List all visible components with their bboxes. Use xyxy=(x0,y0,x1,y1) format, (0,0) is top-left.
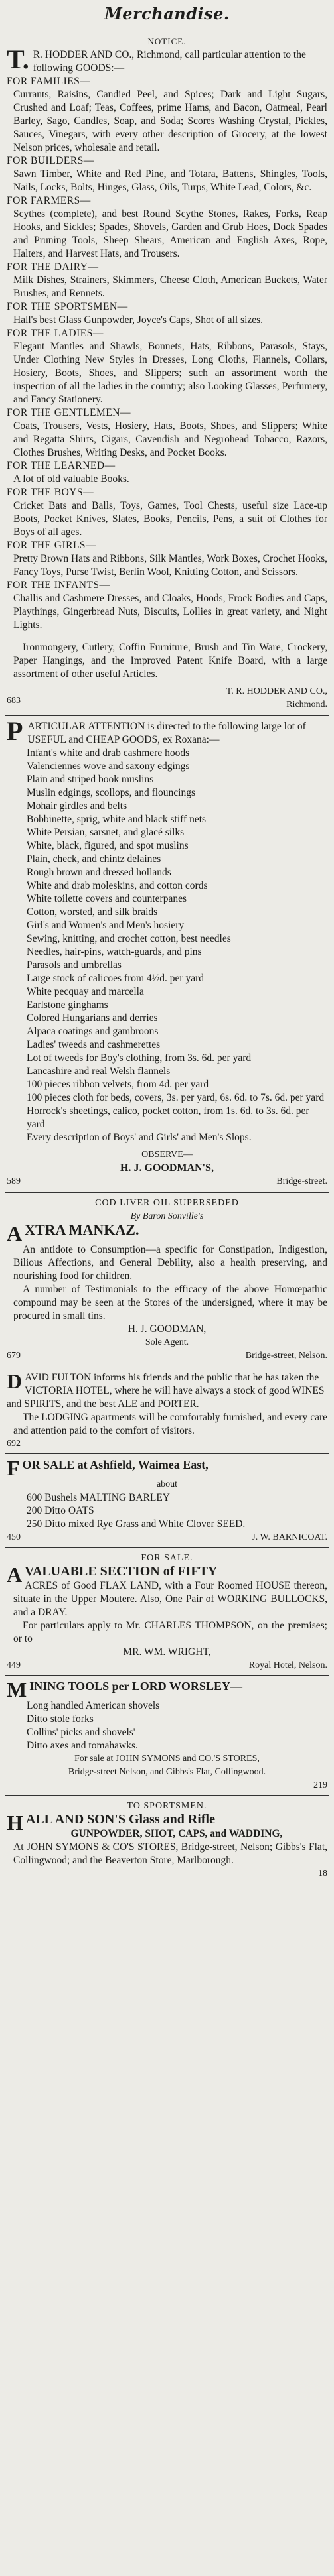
section-text: A lot of old valuable Books. xyxy=(13,473,129,485)
drop-initial: P xyxy=(7,716,24,746)
headline: COD LIVER OIL SUPERSEDED xyxy=(95,1198,239,1208)
section-text: Currants, Raisins, Candied Peel, and Spices; Dark and Light Sugars, Crushed and Loaf; Teas, Coffees, prime Hams, and Bacon, Oatmeal, Pearl Barley, Sago, Candles, Soap, and Soda; Scores Washing Crystal, Pickles, Sauces, Vinegars, with every other description of Grocery, at the lowest Nelson prices, wholesale and retail. xyxy=(13,89,327,153)
list-item: Long handled American shovels xyxy=(27,1700,160,1711)
observe-label: OBSERVE— xyxy=(141,1150,193,1160)
footer-row xyxy=(7,1531,327,1544)
rule xyxy=(5,1453,329,1454)
rule xyxy=(5,1192,329,1193)
section-heading: FOR THE INFANTS— xyxy=(7,580,110,591)
title-line xyxy=(7,1456,327,1480)
section-heading: FOR FAMILIES— xyxy=(7,76,91,87)
section-heading: FOR THE GIRLS— xyxy=(7,540,97,551)
lead-paragraph xyxy=(7,716,327,747)
body-text-2: A number of Testimonials to the efficacy of the above Homœpathic compound may be seen at the Stores of the undersigned, where it may be procured in small tins. xyxy=(13,1284,327,1321)
masthead: Merchandise. xyxy=(104,4,230,23)
list-item: 250 Ditto mixed Rye Grass and White Clover SEED. xyxy=(27,1518,246,1530)
signature-place: Richmond. xyxy=(286,700,327,709)
drop-initial: F xyxy=(7,1456,20,1480)
list-item: Every description of Boys' and Girls' and Men's Slops. xyxy=(27,1132,252,1143)
section-text: Sawn Timber, White and Red Pine, and Totara, Battens, Shingles, Tools, Nails, Locks, Bolts, Hinges, Glass, Oils, Turps, White Lead, Colors, &c. xyxy=(13,168,327,193)
drop-initial: M xyxy=(7,1678,27,1701)
list-item: Muslin edgings, scollops, and flouncings xyxy=(27,787,196,798)
byline: By Baron Sonville's xyxy=(130,1211,204,1221)
list-item: Mohair girdles and belts xyxy=(27,800,127,812)
title-line xyxy=(7,1678,327,1701)
advert-number: 219 xyxy=(313,1780,327,1790)
signer: MR. WM. WRIGHT, xyxy=(123,1646,211,1658)
title: INING TOOLS per LORD WORSLEY— xyxy=(29,1680,242,1693)
address: Bridge-street, Nelson. xyxy=(245,1351,327,1361)
signature-name: T. R. HODDER AND CO., xyxy=(226,686,327,696)
sale-line: For sale at JOHN SYMONS and CO.'S STORES, xyxy=(74,1754,260,1764)
list-item: 200 Ditto OATS xyxy=(27,1505,94,1516)
drop-initial: T. xyxy=(7,44,29,74)
notice-heading: NOTICE. xyxy=(147,36,187,46)
headline: FOR SALE. xyxy=(141,1553,193,1563)
footer-row xyxy=(7,1867,327,1880)
list-item: Bobbinette, sprig, white and black stiff nets xyxy=(27,814,207,825)
title: VALUABLE SECTION of FIFTY xyxy=(25,1564,218,1579)
lead-text: AVID FULTON informs his friends and the public that he has taken the VICTORIA HOTEL, where he will have always a stock of good WINES and SPIRITS, and the best ALE and PORTER. xyxy=(7,1372,325,1410)
list-item: Colored Hungarians and derries xyxy=(27,1012,158,1024)
section-text: Elegant Mantles and Shawls, Bonnets, Hats, Ribbons, Parasols, Stays, Under Clothing New Styles in Dresses, Long Cloths, Flannels, Collars, Hosiery, Boots, Shoes, and Slippers; such an assortment worth the inspection of all the ladies in the country; also Looking Glasses, Perfumery, and Fancy Stationery. xyxy=(13,341,327,405)
lead-paragraph xyxy=(7,1371,327,1411)
produce-list xyxy=(7,1491,327,1531)
list-item: Rough brown and dressed hollands xyxy=(27,867,171,878)
body-text: An antidote to Consumption—a specific for Constipation, Indigestion, Bilious Affections, and General Debility, also a health preserving, and nourishing food for children. xyxy=(13,1244,327,1282)
section-heading: FOR BUILDERS— xyxy=(7,155,94,166)
body-text-2: For particulars apply to Mr. CHARLES THOMPSON, on the premises; or to xyxy=(13,1620,327,1644)
list-item: Ladies' tweeds and cashmerettes xyxy=(27,1039,161,1050)
advert-number: 683 xyxy=(7,696,21,705)
address: Bridge-street Nelson, and Gibbs's Flat, Collingwood. xyxy=(68,1767,266,1777)
drop-initial: D xyxy=(7,1369,23,1393)
section-list xyxy=(7,75,327,632)
advert-valuable-section xyxy=(0,1552,334,1672)
section-heading: FOR THE GENTLEMEN— xyxy=(7,407,131,418)
footer-row xyxy=(7,1779,327,1792)
advert-ashfield xyxy=(0,1458,334,1544)
list-item: 100 pieces ribbon velvets, from 4d. per yard xyxy=(27,1079,209,1090)
section-heading: FOR THE DAIRY— xyxy=(7,261,99,273)
list-item: Needles, hair-pins, watch-guards, and pins xyxy=(27,946,202,957)
section-text: Coats, Trousers, Vests, Hosiery, Hats, Boots, Shoes, and Slippers; White and Regatta Shirts, Cigars, Cavendish and Negrohead Tobacco, Razors, Clothes Brushes, Writing Desks, and Pocket Books. xyxy=(13,420,327,458)
list-item: Horrock's sheetings, calico, pocket cotton, from 1s. 6d. to 3s. 6d. per yard xyxy=(27,1105,309,1130)
advert-number: 449 xyxy=(7,1660,21,1670)
advert-hodder xyxy=(0,35,334,711)
drop-initial: A xyxy=(7,1563,23,1587)
list-item: Alpaca coatings and gambroons xyxy=(27,1026,159,1037)
rule xyxy=(5,1795,329,1796)
rule xyxy=(5,715,329,716)
advert-mining-tools xyxy=(0,1680,334,1792)
advert-sportsmen xyxy=(0,1800,334,1880)
list-item: Ditto stole forks xyxy=(27,1713,94,1725)
advert-number: 450 xyxy=(7,1532,21,1542)
signer: J. W. BARNICOAT. xyxy=(252,1532,327,1542)
section-heading: FOR THE LADIES— xyxy=(7,328,104,339)
role: Sole Agent. xyxy=(145,1337,189,1347)
list-item: Large stock of calicoes from 4½d. per yard xyxy=(27,973,204,984)
section-text: Pretty Brown Hats and Ribbons, Silk Mantles, Work Boxes, Crochet Hooks, Fancy Toys, Purse Twist, Berlin Wool, Knitting Cotton, and Scissors. xyxy=(13,553,327,578)
section-heading: FOR THE SPORTSMEN— xyxy=(7,301,128,312)
about-label: about xyxy=(156,1479,178,1489)
rule xyxy=(5,1547,329,1548)
goods-list xyxy=(7,747,327,1144)
title-line xyxy=(7,1563,327,1587)
advert-particular-attention xyxy=(0,716,334,1188)
section-text: Challis and Cashmere Dresses, and Cloaks, Hoods, Frock Bodies and Caps, Playthings, Gingerbread Nuts, Biscuits, Lollies in great variety, and Night Lights. xyxy=(13,593,327,631)
list-item: White, black, figured, and spot muslins xyxy=(27,840,189,851)
section-text: Milk Dishes, Strainers, Skimmers, Cheese Cloth, American Buckets, Water Brushes, and Rennets. xyxy=(13,275,327,299)
lead-text: R. HODDER AND CO., Richmond, call particular attention to the following GOODS:— xyxy=(33,49,306,74)
address: Bridge-street. xyxy=(276,1176,327,1186)
list-item: Lancashire and real Welsh flannels xyxy=(27,1066,171,1077)
section-heading: FOR THE LEARNED— xyxy=(7,460,116,471)
footer-row xyxy=(7,1438,327,1451)
firm-name: H. J. GOODMAN, xyxy=(127,1323,207,1335)
list-item: Valenciennes wove and saxony edgings xyxy=(27,761,190,772)
title-line xyxy=(7,1221,327,1245)
section-text: Cricket Bats and Balls, Toys, Games, Tool Chests, useful size Lace-up Boots, Pocket Knives, Slates, Books, Pencils, Pens, a suit of Clothes for Boys of all ages. xyxy=(13,500,327,538)
list-item: 600 Bushels MALTING BARLEY xyxy=(27,1492,171,1503)
footer-row xyxy=(7,1175,327,1188)
list-item: Girl's and Women's and Men's hosiery xyxy=(27,920,185,931)
list-item: Earlstone ginghams xyxy=(27,999,108,1011)
list-item: Ditto axes and tomahawks. xyxy=(27,1740,138,1751)
list-item: Plain, check, and chintz delaines xyxy=(27,853,161,865)
body-text: At JOHN SYMONS & CO'S STORES, Bridge-street, Nelson; Gibbs's Flat, Collingwood; and the Beaverton Store, Marlborough. xyxy=(13,1841,327,1866)
product-title: XTRA MANKAZ. xyxy=(25,1221,139,1238)
list-item: White Persian, sarsnet, and glacé silks xyxy=(27,827,185,838)
section-text: Hall's best Glass Gunpowder, Joyce's Caps, Shot of all sizes. xyxy=(13,314,264,326)
list-item: White pecquay and marcella xyxy=(27,986,144,997)
title: ALL AND SON'S Glass and Rifle xyxy=(25,1812,215,1827)
list-item: 100 pieces cloth for beds, covers, 3s. per yard, 6s. 6d. to 7s. 6d. per yard xyxy=(27,1092,325,1103)
list-item: Cotton, worsted, and silk braids xyxy=(27,906,158,918)
advert-number: 679 xyxy=(7,1351,21,1361)
advert-david-fulton xyxy=(0,1371,334,1451)
list-item: Collins' picks and shovels' xyxy=(27,1727,135,1738)
signature xyxy=(226,685,327,711)
body-text: The LODGING apartments will be comfortably furnished, and every care and attention paid to the comfort of visitors. xyxy=(13,1412,327,1436)
lead-text: ARTICULAR ATTENTION is directed to the following large lot of USEFUL and CHEAP GOODS, ex Roxana:— xyxy=(27,721,306,745)
tool-list xyxy=(7,1699,327,1752)
drop-initial: H xyxy=(7,1811,23,1835)
body-text: ACRES of Good FLAX LAND, with a Four Roomed HOUSE thereon, situate in the Upper Moutere. Also, One Pair of WORKING BULLOCKS, and a DRAY. xyxy=(13,1580,327,1618)
signature-block xyxy=(7,685,327,711)
footer-row xyxy=(7,1349,327,1363)
footer-row xyxy=(7,1659,327,1672)
section-text: Scythes (complete), and best Round Scythe Stones, Rakes, Forks, Reap Hooks, and Sickles; Spades, Shovels, Garden and Grub Hoes, Dock Spades and Pruning Tools, Sheep Shears, American and English Axes, Rope, Halters, and Harvest Hats, and Trousers. xyxy=(13,208,327,259)
advert-number: 18 xyxy=(318,1869,327,1878)
list-item: Plain and striped book muslins xyxy=(27,774,154,785)
firm-name: H. J. GOODMAN'S, xyxy=(120,1162,214,1174)
list-item: White and drab moleskins, and cotton cords xyxy=(27,880,208,891)
list-item: White toilette covers and counterpanes xyxy=(27,893,187,904)
title: OR SALE at Ashfield, Waimea East, xyxy=(22,1458,209,1471)
list-item: Sewing, knitting, and crochet cotton, best needles xyxy=(27,933,231,944)
lead-paragraph xyxy=(7,44,327,75)
address: Royal Hotel, Nelson. xyxy=(248,1660,327,1670)
drop-initial: A xyxy=(7,1221,23,1245)
headline: TO SPORTSMEN. xyxy=(127,1801,207,1811)
section-heading: FOR THE BOYS— xyxy=(7,487,94,498)
advert-number: 692 xyxy=(7,1439,21,1449)
section-heading: FOR FARMERS— xyxy=(7,195,91,206)
list-item: Lot of tweeds for Boy's clothing, from 3s. 6d. per yard xyxy=(27,1052,252,1064)
list-item: Parasols and umbrellas xyxy=(27,959,122,971)
advert-number: 589 xyxy=(7,1176,21,1186)
advert-extra-mankaz xyxy=(0,1197,334,1363)
closing-text: Ironmongery, Cutlery, Coffin Furniture, Brush and Tin Ware, Crockery, Paper Hangings, and the Improved Patent Knife Board, with a large assortment of other useful Articles. xyxy=(13,642,327,680)
list-item: Infant's white and drab cashmere hoods xyxy=(27,747,190,759)
rule xyxy=(5,1675,329,1676)
subtitle: GUNPOWDER, SHOT, CAPS, and WADDING, xyxy=(70,1828,283,1839)
